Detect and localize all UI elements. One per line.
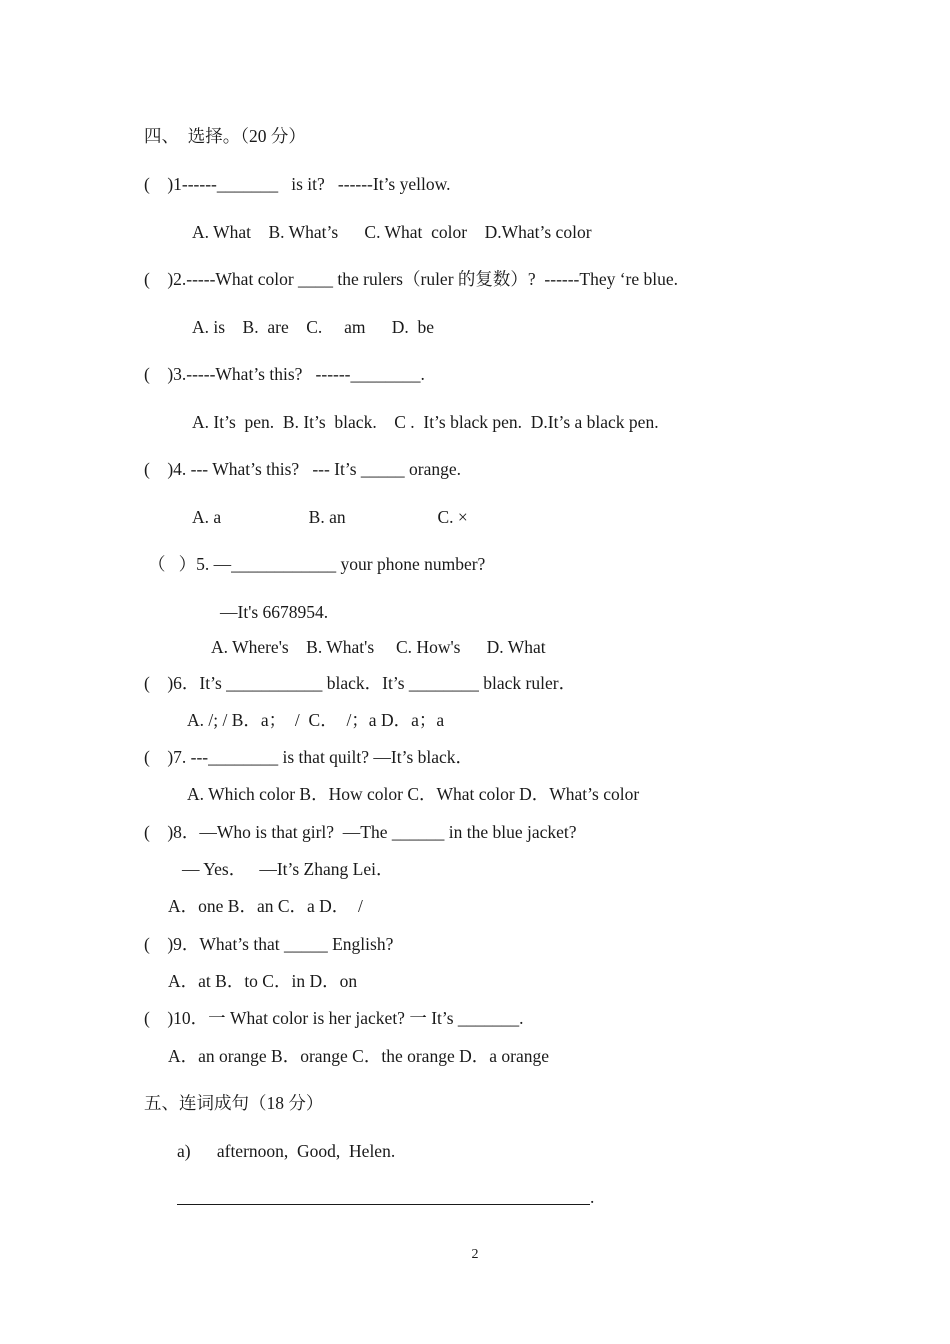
question-6: ( )6．It’s ___________ black．It’s ________ black ruler． (144, 673, 577, 693)
question-7-options: A. Which color B．How color C．What color D．What’s color (187, 784, 640, 804)
question-7: ( )7. ---________ is that quilt? —It’s black． (144, 747, 474, 767)
section-5-item-a: a) afternoon, Good, Helen. (177, 1141, 396, 1161)
section-4-heading: 四、 选择。（20 分） (144, 126, 306, 146)
answer-blank-line (177, 1204, 590, 1205)
question-6-options: A. /; / B．a； / C． /；a D．a；a (187, 710, 445, 730)
question-8: ( )8．—Who is that girl? —The ______ in the blue jacket? (144, 822, 577, 842)
question-10-options: A．an orange B．orange C．the orange D．a orange (168, 1046, 549, 1066)
question-10: ( )10．一 What color is her jacket? 一 It’s _______. (144, 1008, 524, 1028)
question-4: ( )4. --- What’s this? --- It’s _____ orange. (144, 459, 462, 479)
question-5-answer: —It's 6678954. (220, 602, 329, 622)
question-8-options: A．one B．an C．a D． / (168, 896, 363, 916)
question-9-options: A．at B．to C．in D．on (168, 971, 358, 991)
question-5: （ ）5. —____________ your phone number? (148, 554, 486, 574)
question-2: ( )2.-----What color ____ the rulers（ruler 的复数）? ------They ‘re blue. (144, 269, 679, 289)
question-3: ( )3.-----What’s this? ------________. (144, 364, 425, 384)
answer-end-period: . (590, 1187, 595, 1207)
page-number: 2 (471, 1247, 479, 1262)
question-2-options: A. is B. are C. am D. be (192, 317, 435, 337)
question-8-dialogue: — Yes． —It’s Zhang Lei． (182, 859, 394, 879)
question-1-options: A. What B. What’s C. What color D.What’s color (192, 222, 592, 242)
question-5-options: A. Where's B. What's C. How's D. What (211, 637, 546, 657)
question-1: ( )1------_______ is it? ------It’s yellow. (144, 174, 451, 194)
question-3-options: A. It’s pen. B. It’s black. C . It’s black pen. D.It’s a black pen. (192, 412, 659, 432)
question-4-options: A. a B. an C. × (192, 507, 468, 527)
section-5-heading: 五、连词成句（18 分） (144, 1093, 324, 1113)
question-9: ( )9．What’s that _____ English? (144, 934, 394, 954)
